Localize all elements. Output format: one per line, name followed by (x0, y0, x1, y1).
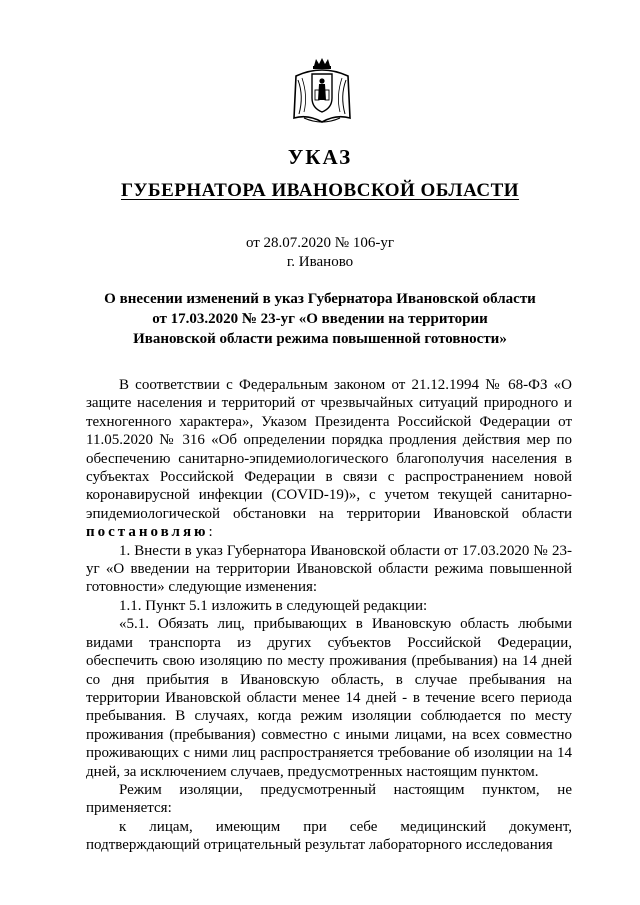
preamble-text: В соответствии с Федеральным законом от 21.12.1994 № 68-ФЗ «О защите населения и территорий от чрезвычайных ситуаций природного и техногенного характера», Указом Президента Российской Федерации от 11.05.2020 № 316 «Об определении порядка продления действия мер по обеспечению санитарно-эпидемиологического благополучия населения в субъектах Российской Федерации в связи с распространением новой коронавирусной инфекции (COVID-19)», с учетом текущей санитарно-эпидемиологической обстановки на территории Ивановской области (86, 377, 572, 522)
decree-word: постановляю (86, 524, 209, 541)
subject-line: Ивановской области режима повышенной готовности» (133, 331, 507, 347)
persons-paragraph: к лицам, имеющим при себе медицинский документ, подтверждающий отрицательный результат лабораторного исследования (86, 818, 572, 854)
city-line: г. Иваново (286, 254, 354, 270)
item-1-paragraph: 1. Внести в указ Губернатора Ивановской области от 17.03.2020 № 23-уг «О введении на территории Ивановской области режима повышенной готовности» следующие изменения: (86, 542, 572, 596)
item-1-1-paragraph: 1.1. Пункт 5.1 изложить в следующей редакции: (119, 597, 428, 614)
subject-line: от 17.03.2020 № 23-уг «О введении на территории (152, 311, 488, 327)
item-5-1-paragraph: «5.1. Обязать лиц, прибывающих в Ивановскую область любыми видами транспорта из других субъектов Российской Федерации, обеспечить свою изоляцию по месту проживания (пребывания) на 14 дней со дня прибытия в Ивановскую область, в случае пребывания на территории Ивановской области менее 14 дней - в течение всего периода пребывания. В случаях, когда режим изоляции соблюдается по месту проживания (пребывания) совместно с иными лицами, на всех совместно проживающих с ними лиц распространяется требование об изоляции на 14 дней, за исключением случаев, предусмотренных настоящим пунктом. (86, 616, 572, 780)
issuer-title-text: ГУБЕРНАТОРА ИВАНОВСКОЙ ОБЛАСТИ (120, 180, 520, 201)
document-body (86, 376, 572, 855)
subject-line: О внесении изменений в указ Губернатора Ивановской области (104, 291, 536, 307)
issuer-title (0, 180, 640, 202)
preamble-paragraph (86, 376, 572, 542)
coat-of-arms-icon (290, 56, 354, 126)
document-type-title: УКАЗ (287, 145, 353, 169)
date-number-line: от 28.07.2020 № 106-уг (245, 235, 395, 251)
regime-paragraph: Режим изоляции, предусмотренный настоящим пунктом, не применяется: (86, 781, 572, 817)
decree-colon: : (208, 524, 213, 541)
document-subject (90, 289, 550, 349)
